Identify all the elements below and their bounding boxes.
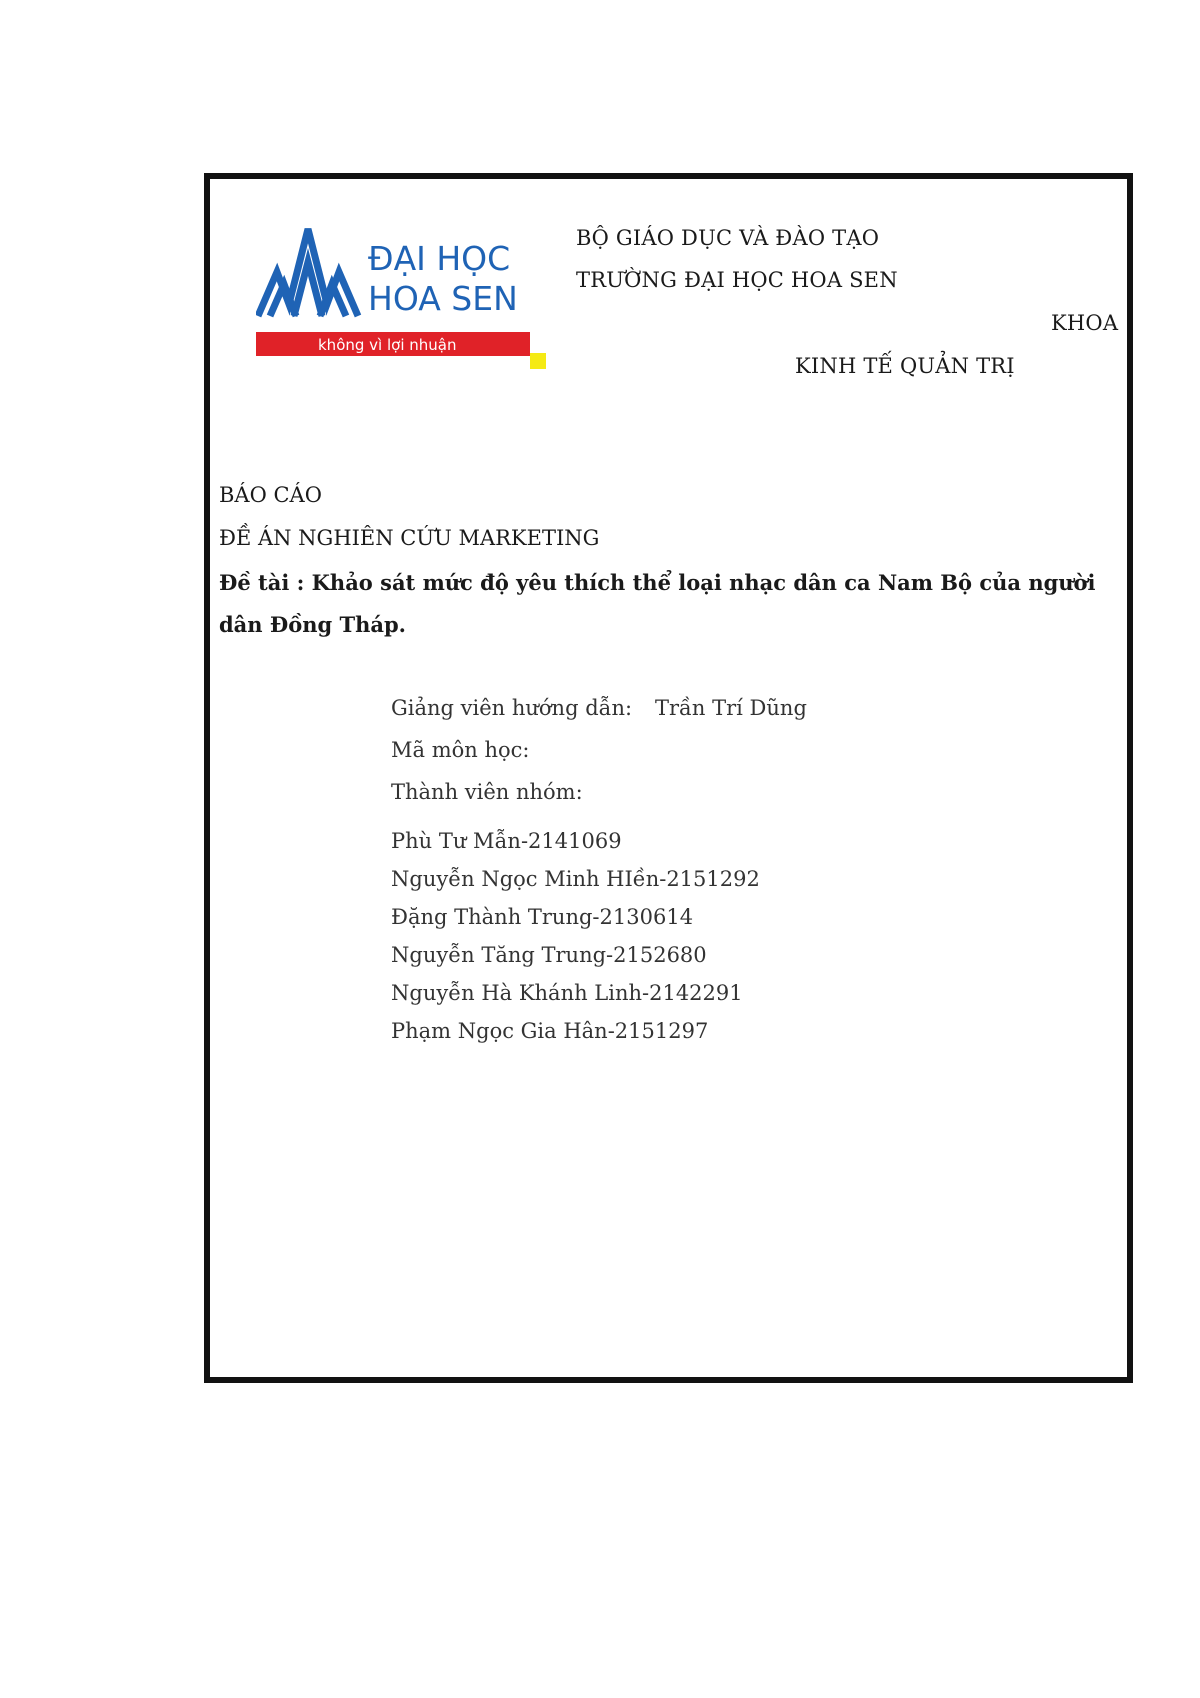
member-list	[391, 822, 760, 1050]
logo-tagline: không vì lợi nhuận	[318, 336, 457, 354]
faculty-name: KINH TẾ QUẢN TRỊ	[795, 354, 1015, 378]
members-label: Thành viên nhóm:	[391, 780, 583, 804]
faculty-label: KHOA	[1051, 311, 1119, 335]
course-code-label: Mã môn học:	[391, 738, 530, 762]
logo-line-1: ĐẠI HỌC	[368, 239, 511, 278]
member-item: Nguyễn Hà Khánh Linh-2142291	[391, 981, 743, 1005]
member-item: Phạm Ngọc Gia Hân-2151297	[391, 1019, 709, 1043]
lecturer-name: Trần Trí Dũng	[655, 696, 807, 720]
hoa-sen-mountain-logo-icon	[258, 229, 358, 316]
logo-yellow-square	[530, 353, 546, 369]
lecturer-label: Giảng viên hướng dẫn:	[391, 696, 633, 720]
member-item: Đặng Thành Trung-2130614	[391, 905, 694, 929]
member-item: Phù Tư Mẫn-2141069	[391, 829, 622, 853]
university-name: TRƯỜNG ĐẠI HỌC HOA SEN	[576, 268, 898, 292]
ministry-name: BỘ GIÁO DỤC VÀ ĐÀO TẠO	[576, 226, 880, 250]
report-topic: Đề tài : Khảo sát mức độ yêu thích thể loại nhạc dân ca Nam Bộ của người dân Đồng Tháp.	[219, 570, 1096, 637]
member-item: Nguyễn Ngọc Minh HIền-2151292	[391, 867, 760, 891]
member-item: Nguyễn Tăng Trung-2152680	[391, 943, 707, 967]
university-logo	[256, 224, 548, 372]
project-title: ĐỀ ÁN NGHIÊN CỨU MARKETING	[219, 526, 600, 550]
report-type: BÁO CÁO	[219, 483, 322, 507]
logo-line-2: HOA SEN	[368, 279, 518, 318]
